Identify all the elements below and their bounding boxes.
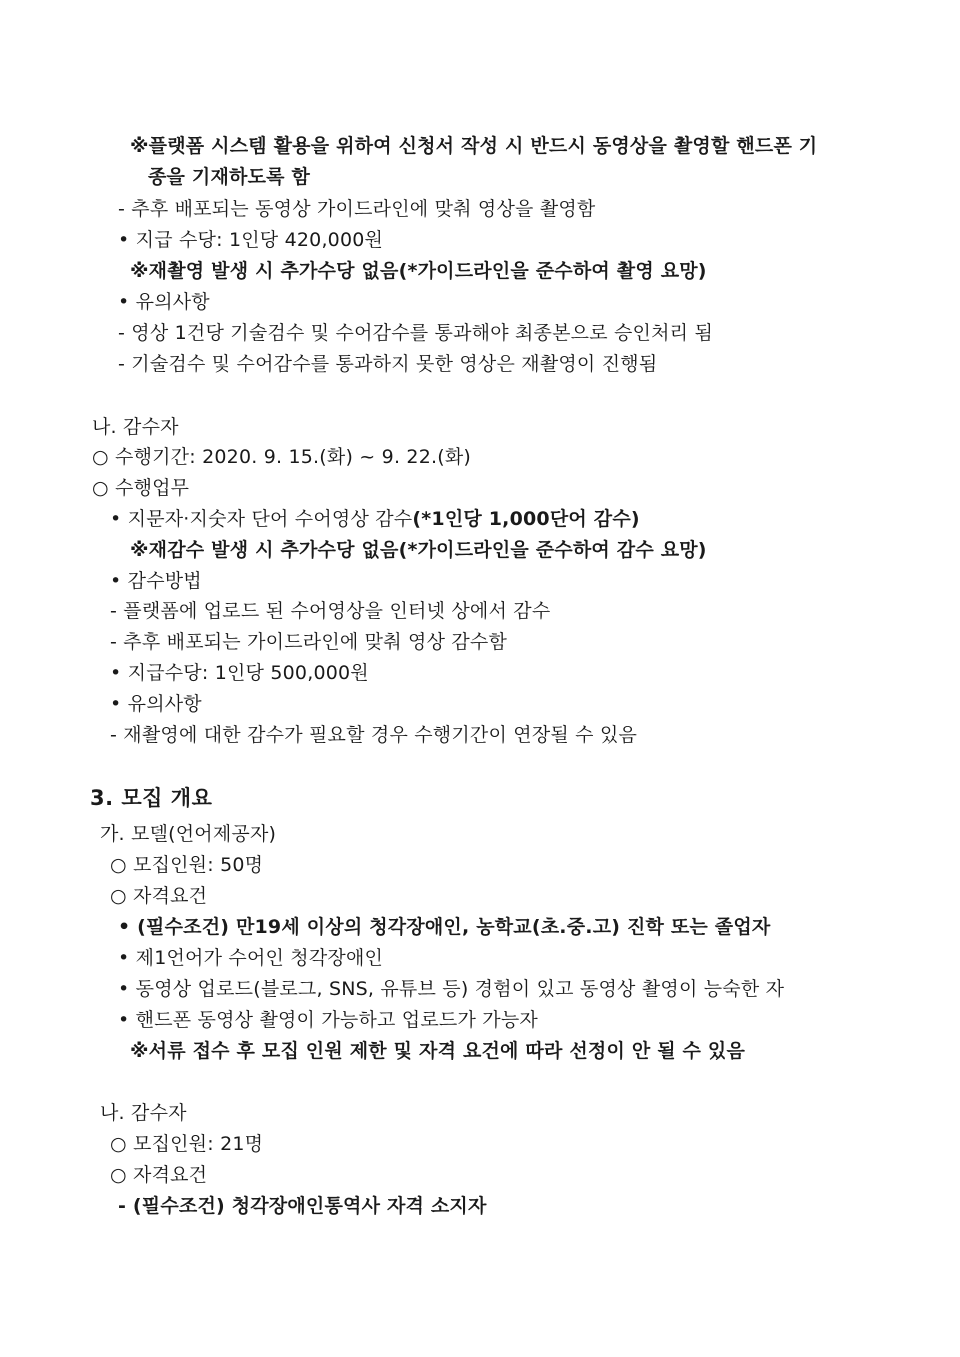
list-item: ○ 모집인원: 21명: [110, 1133, 264, 1155]
list-item: - 기술검수 및 수어감수를 통과하지 못한 영상은 재촬영이 진행됨: [118, 353, 658, 375]
list-item: • 감수방법: [110, 570, 202, 592]
list-item: ○ 자격요건: [110, 885, 208, 907]
subsection-title: 가. 모델(언어제공자): [100, 823, 277, 845]
list-item: • 핸드폰 동영상 촬영이 가능하고 업로드가 가능자: [118, 1009, 538, 1031]
subsection-title: 나. 감수자: [92, 416, 179, 438]
task-text: • 지문자·지숫자 단어 수어영상 감수: [110, 508, 413, 530]
list-item: ○ 자격요건: [110, 1164, 208, 1186]
note-selection: ※서류 접수 후 모집 인원 제한 및 자격 요건에 따라 선정이 안 될 수 있음: [130, 1040, 746, 1062]
list-item: • 지급 수당: 1인당 420,000원: [118, 229, 384, 251]
list-item: - 추후 배포되는 동영상 가이드라인에 맞춰 영상을 촬영함: [118, 198, 596, 220]
list-item: - 플랫폼에 업로드 된 수어영상을 인터넷 상에서 감수: [110, 600, 551, 622]
list-item: - 추후 배포되는 가이드라인에 맞춰 영상 감수함: [110, 631, 508, 653]
task-quota: (*1인당 1,000단어 감수): [412, 508, 640, 530]
list-item: • 유의사항: [110, 693, 202, 715]
note-reshoot: ※재촬영 발생 시 추가수당 없음(*가이드라인을 준수하여 촬영 요망): [130, 260, 707, 282]
requirement-mandatory: • (필수조건) 만19세 이상의 청각장애인, 농학교(초.중.고) 진학 또는 졸업자: [118, 916, 771, 938]
list-item: • 유의사항: [118, 291, 210, 313]
note-platform-line2: 종을 기재하도록 함: [148, 166, 311, 188]
subsection-title: 나. 감수자: [100, 1102, 187, 1124]
note-platform-line1: ※플랫폼 시스템 활용을 위하여 신청서 작성 시 반드시 동영상을 촬영할 핸드폰 기: [130, 135, 818, 157]
section-title: 3. 모집 개요: [90, 786, 213, 810]
list-item: - 영상 1건당 기술검수 및 수어감수를 통과해야 최종본으로 승인처리 됨: [118, 322, 714, 344]
list-item: ○ 수행업무: [92, 477, 190, 499]
list-item: • 제1언어가 수어인 청각장애인: [118, 947, 384, 969]
list-item: ○ 수행기간: 2020. 9. 15.(화) ~ 9. 22.(화): [92, 446, 472, 468]
note-rereview: ※재감수 발생 시 추가수당 없음(*가이드라인을 준수하여 감수 요망): [130, 539, 707, 561]
list-item: - 재촬영에 대한 감수가 필요할 경우 수행기간이 연장될 수 있음: [110, 724, 638, 746]
list-item: ○ 모집인원: 50명: [110, 854, 264, 876]
list-item: • 동영상 업로드(블로그, SNS, 유튜브 등) 경험이 있고 동영상 촬영이 능숙한 자: [118, 978, 785, 1000]
requirement-mandatory: - (필수조건) 청각장애인통역사 자격 소지자: [118, 1195, 487, 1217]
list-item: [110, 507, 640, 531]
list-item: • 지급수당: 1인당 500,000원: [110, 662, 369, 684]
